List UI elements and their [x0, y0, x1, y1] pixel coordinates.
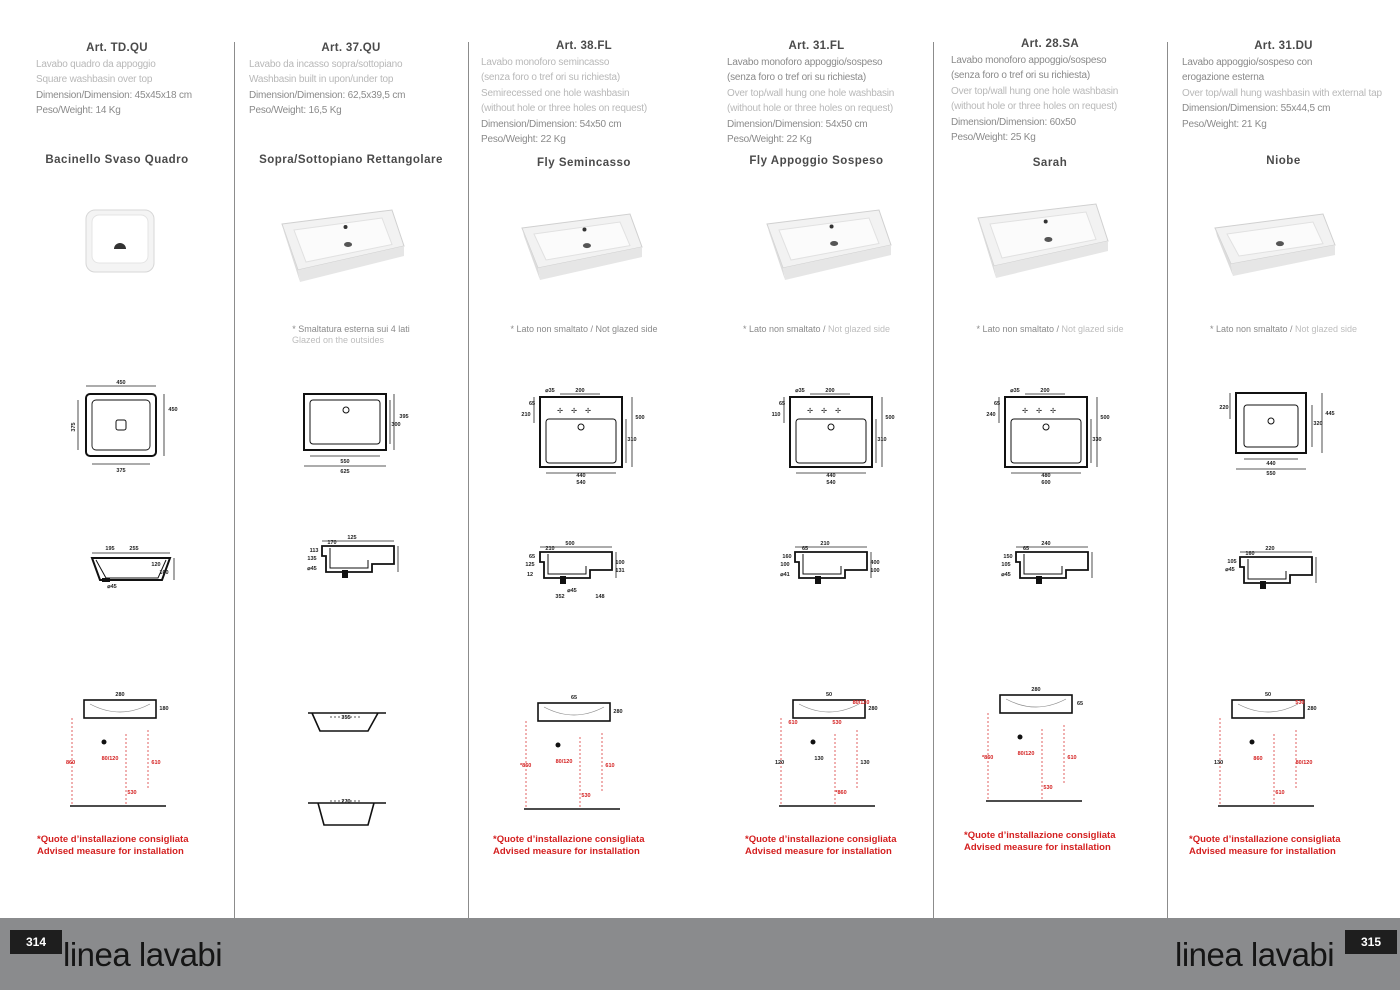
column-divider	[234, 42, 235, 918]
dimension-label: 240	[1041, 541, 1051, 547]
dimension-label: 130	[814, 756, 824, 762]
dimension-label: 255	[129, 546, 139, 552]
dimension-label: 300	[391, 422, 401, 428]
installation-advice	[745, 834, 897, 857]
advice-line: *Quote d’installazione consigliata	[1189, 834, 1341, 845]
dimension-label: 355	[341, 715, 351, 721]
dimension-label: 395	[399, 414, 409, 420]
basin-outline	[1236, 393, 1306, 453]
tap-hole-icon: ✢	[571, 408, 577, 415]
footer-title-left: linea lavabi	[63, 936, 223, 973]
dimension-label: 610	[1067, 755, 1077, 761]
dimension-label: 610	[1275, 790, 1285, 796]
description-line: Peso/Weight: 14 Kg	[36, 105, 121, 117]
drain-icon	[815, 576, 821, 584]
description-line: Over top/wall hung one hole washbasin	[727, 87, 895, 99]
dimension-label: 540	[576, 480, 586, 486]
dimension-label: 125	[525, 562, 535, 568]
dimension-label: 200	[575, 388, 585, 394]
description-line: Dimension/Dimension: 54x50 cm	[727, 118, 868, 130]
description-line: Lavabo da incasso sopra/sottopiano	[249, 59, 403, 70]
dimension-label: 220	[1219, 405, 1229, 411]
dimension-label: 550	[1266, 471, 1276, 477]
dimension-label: 450	[168, 407, 178, 413]
bowl-curve	[799, 704, 859, 712]
product-description	[951, 53, 1118, 145]
plan-drawing	[1214, 385, 1344, 485]
article-code: Art. 31.FL	[788, 40, 845, 52]
dimension-label: 500	[885, 415, 895, 421]
dimension-label: 200	[825, 388, 835, 394]
dimension-label: 180	[159, 706, 169, 712]
advice-line: Advised measure for installation	[964, 841, 1111, 853]
bowl-outline	[310, 400, 380, 444]
section-drawing	[996, 540, 1106, 600]
section-drawing	[1220, 545, 1330, 605]
dimension-label: 610	[788, 720, 798, 726]
dimension-label: 352	[555, 594, 565, 600]
dimension-label: 12	[526, 572, 534, 578]
bowl-section	[803, 554, 841, 574]
section-drawing	[302, 534, 412, 594]
note-part: * Lato non smaltato /	[742, 324, 828, 334]
dimension-label: 320	[1313, 421, 1323, 427]
description-line: Semirecessed one hole washbasin	[481, 87, 630, 99]
description-line: (without hole or three holes on request)	[727, 103, 893, 115]
tap-hole-icon: ✢	[1050, 408, 1056, 415]
dimension-label: ⌀45	[1225, 567, 1235, 573]
dimension-label: 170	[327, 540, 337, 546]
basin-outline	[86, 394, 156, 456]
page-number-right: 315	[1345, 930, 1397, 954]
installation-advice	[964, 830, 1116, 853]
dimension-label: 65	[801, 546, 809, 552]
description-line: Dimension/Dimension: 54x50 cm	[481, 118, 622, 130]
installation-advice	[493, 834, 645, 857]
drain-icon	[583, 243, 591, 248]
product-name: Niobe	[1266, 155, 1301, 167]
product-description	[249, 57, 405, 119]
note-part: Not glazed side	[1061, 324, 1124, 334]
bowl-curve	[544, 707, 604, 715]
dimension-label: ⌀45	[307, 566, 317, 572]
basin-outline	[540, 397, 622, 467]
drain-connection-icon	[1250, 740, 1255, 745]
description-line: Dimension/Dimension: 60x50	[951, 116, 1076, 128]
article-code: Art. 31.DU	[1254, 40, 1313, 52]
note-part: * Lato non smaltato /	[976, 324, 1062, 334]
description-line: (senza foro o tref ori su richiesta)	[727, 72, 866, 84]
tap-hole-icon	[830, 225, 834, 229]
installation-drawing	[66, 690, 176, 818]
dimension-label: 610	[151, 760, 161, 766]
drain-icon	[828, 424, 834, 430]
dimension-label: 100	[615, 560, 625, 566]
plan-drawing	[770, 385, 900, 485]
dimension-label: 50	[1264, 692, 1272, 698]
dimension-label: 100	[780, 562, 790, 568]
dimension-label: 500	[565, 541, 575, 547]
section-drawing	[775, 540, 885, 600]
dimension-label: 540	[826, 480, 836, 486]
article-code: Art. 38.FL	[555, 40, 613, 52]
dimension-label: 120	[775, 760, 785, 766]
bowl-curve	[1238, 704, 1298, 712]
description-line: erogazione esterna	[1182, 72, 1265, 84]
dimension-label: 280	[115, 692, 125, 698]
section-drawing	[82, 540, 192, 600]
dimension-label: 860	[1253, 756, 1263, 762]
glazing-note	[468, 324, 700, 335]
dimension-label: 148	[595, 594, 605, 600]
dimension-label: 280	[613, 709, 623, 715]
dimension-label: 80/120	[1017, 751, 1035, 757]
article-code: Art. 28.SA	[1021, 38, 1079, 50]
dimension-label: 330	[1092, 437, 1102, 443]
dimension-label: ⌀45	[1001, 572, 1011, 578]
dimension-label: ⌀35	[1010, 388, 1020, 394]
tap-hole-icon	[1044, 220, 1048, 224]
bowl-outline	[546, 419, 616, 463]
advice-line: Advised measure for installation	[745, 845, 892, 857]
article-code: Art. 37.QU	[321, 42, 381, 54]
dimension-label: 440	[1266, 461, 1276, 467]
basin-section	[308, 803, 386, 825]
tap-hole-icon	[582, 228, 586, 232]
advice-line: *Quote d’installazione consigliata	[745, 834, 897, 845]
product-description	[481, 55, 647, 147]
advice-line: *Quote d’installazione consigliata	[964, 830, 1116, 841]
basin-outline	[790, 397, 872, 467]
plan-drawing	[300, 388, 430, 488]
dimension-label: 100	[870, 568, 880, 574]
product-name: Sopra/Sottopiano Rettangolare	[259, 154, 443, 166]
dimension-label: 400	[870, 560, 880, 566]
dimension-label: 80/120	[1295, 760, 1313, 766]
dimension-label: 375	[116, 468, 126, 474]
drain-icon	[1260, 581, 1266, 589]
dimension-label: ⌀41	[780, 572, 790, 578]
dimension-label: 530	[832, 720, 842, 726]
dimension-label: 65	[1022, 546, 1030, 552]
basin-outline	[304, 394, 386, 450]
advice-line: *Quote d’installazione consigliata	[37, 834, 189, 845]
bowl-curve	[1006, 699, 1066, 707]
dimension-label: 440	[576, 473, 586, 479]
basin-section	[1000, 695, 1072, 713]
tap-hole-icon: ✢	[557, 408, 563, 415]
dimension-label: 530	[127, 790, 137, 796]
product-description	[727, 55, 894, 147]
dimension-label: 80/120	[101, 756, 119, 762]
dimension-label: 130	[860, 760, 870, 766]
dimension-label: 500	[635, 415, 645, 421]
dimension-label: 480	[1041, 473, 1051, 479]
dimension-label: 65	[528, 554, 536, 560]
description-line: (senza foro o tref ori su richiesta)	[481, 72, 620, 84]
description-line: Lavabo monoforo appoggio/sospeso	[951, 55, 1107, 66]
dimension-label: 160	[159, 570, 169, 576]
dimension-label: ⌀45	[567, 588, 577, 594]
installation-drawing	[302, 697, 412, 825]
basin-bowl	[92, 215, 148, 263]
bowl-outline	[796, 419, 866, 463]
note-part: * Lato non smaltato /	[510, 324, 596, 334]
dimension-label: 210	[545, 546, 555, 552]
description-line: Peso/Weight: 16,5 Kg	[249, 105, 342, 117]
product-photo	[976, 202, 1110, 280]
dimension-label: 310	[877, 437, 887, 443]
plan-drawing	[520, 385, 650, 485]
dimension-label: ⌀45	[107, 584, 117, 590]
product-photo	[520, 212, 644, 282]
basin-section	[538, 703, 610, 721]
dimension-label: *860	[982, 755, 994, 761]
dimension-label: *860	[520, 763, 532, 769]
article-code: Art. TD.QU	[86, 42, 148, 54]
dimension-label: 135	[307, 556, 317, 562]
product-name: Bacinello Svaso Quadro	[45, 154, 189, 166]
tap-hole-icon: ✢	[807, 408, 813, 415]
description-line: (without hole or three holes on request)	[951, 101, 1117, 113]
dimension-label: 125	[347, 535, 357, 541]
description-line: Peso/Weight: 22 Kg	[481, 134, 566, 146]
advice-line: Advised measure for installation	[493, 845, 640, 857]
dimension-label: 195	[105, 546, 115, 552]
description-line: Peso/Weight: 25 Kg	[951, 132, 1036, 144]
dimension-label: 160	[782, 554, 792, 560]
drain-connection-icon	[102, 740, 107, 745]
drain-icon	[560, 576, 566, 584]
product-name: Sarah	[1032, 157, 1068, 169]
dimension-label: 105	[1001, 562, 1011, 568]
installation-drawing	[775, 690, 885, 818]
dimension-label: 450	[116, 380, 126, 386]
footer-title-right: linea lavabi	[1175, 936, 1335, 973]
dimension-label: 550	[340, 459, 350, 465]
column-divider	[933, 42, 934, 918]
advice-line: Advised measure for installation	[37, 845, 184, 857]
dimension-label: 110	[771, 412, 781, 418]
description-line: Square washbasin over top	[36, 74, 153, 86]
glazing-note	[933, 324, 1167, 335]
bowl-outline	[1011, 419, 1081, 463]
dimension-label: 105	[1227, 559, 1237, 565]
installation-drawing	[1214, 690, 1324, 818]
description-line: Lavabo monoforo semincasso	[481, 57, 610, 68]
description-line: Washbasin built in upon/under top	[249, 74, 394, 86]
description-line: (senza foro o tref ori su richiesta)	[951, 70, 1090, 82]
description-line: Lavabo monoforo appoggio/sospeso	[727, 57, 883, 68]
note-line: * Smaltatura esterna sui 4 lati	[292, 324, 410, 334]
drain-icon	[1036, 576, 1042, 584]
description-line: Dimension/Dimension: 62,5x39,5 cm	[249, 89, 406, 101]
basin-outline	[1005, 397, 1087, 467]
column-divider	[1167, 42, 1168, 918]
description-line: Over top/wall hung one hole washbasin	[951, 85, 1119, 97]
basin-section	[84, 700, 156, 718]
dimension-label: 65	[993, 401, 1001, 407]
tap-hole-icon: ✢	[1022, 408, 1028, 415]
drain-icon	[344, 242, 352, 247]
dimension-label: 50	[825, 692, 833, 698]
bowl-outline	[92, 400, 150, 450]
tap-hole-icon: ✢	[835, 408, 841, 415]
dimension-label: 160	[1245, 551, 1255, 557]
dimension-label: 375	[71, 422, 77, 432]
installation-advice	[1189, 834, 1341, 857]
description-line: Peso/Weight: 22 Kg	[727, 134, 812, 146]
dimension-label: 80/120	[852, 700, 870, 706]
description-line: Over top/wall hung washbasin with external tap	[1182, 87, 1382, 99]
dimension-label: 600	[1041, 480, 1051, 486]
dimension-label: 65	[528, 401, 536, 407]
bowl-section	[548, 554, 586, 574]
dimension-label: 220	[1265, 546, 1275, 552]
dimension-label: 610	[605, 763, 615, 769]
tap-hole-icon: ✢	[1036, 408, 1042, 415]
note-line: Glazed on the outsides	[292, 335, 385, 345]
dimension-label: 130	[1214, 760, 1224, 766]
dimension-label: 860	[66, 760, 76, 766]
product-photo	[1213, 212, 1337, 278]
description-line: Lavabo appoggio/sospeso con	[1182, 57, 1313, 68]
bowl-outline	[1244, 405, 1298, 447]
description-line: Dimension/Dimension: 45x45x18 cm	[36, 89, 192, 101]
drain-connection-icon	[1018, 735, 1023, 740]
description-line: Peso/Weight: 21 Kg	[1182, 118, 1267, 130]
drain-icon	[102, 578, 110, 582]
dimension-label: 530	[1043, 785, 1053, 791]
section-drawing	[520, 540, 630, 600]
plan-drawing	[72, 380, 202, 480]
plan-drawing	[985, 385, 1115, 485]
description-line: (without hole or three holes on request)	[481, 103, 647, 115]
product-description	[36, 57, 192, 119]
drain-icon	[830, 241, 838, 246]
installation-drawing	[982, 685, 1092, 813]
dimension-label: 65	[778, 401, 786, 407]
drain-icon	[1043, 424, 1049, 430]
product-name: Fly Appoggio Sospeso	[749, 155, 884, 167]
note-part: * Lato non smaltato /	[1209, 324, 1295, 334]
dimension-label: 210	[521, 412, 531, 418]
drain-connection-icon	[556, 743, 561, 748]
basin-section	[1232, 700, 1304, 718]
dimension-label: 625	[340, 469, 350, 475]
product-name: Fly Semincasso	[537, 157, 631, 169]
product-photo	[280, 208, 406, 284]
tap-hole-icon	[344, 225, 348, 229]
tap-hole-icon: ✢	[821, 408, 827, 415]
dimension-label: 445	[1325, 411, 1335, 417]
drain-connection-icon	[811, 740, 816, 745]
dimension-label: ⌀35	[545, 388, 555, 394]
product-photo	[84, 208, 156, 274]
note-part: Not glazed side	[828, 324, 891, 334]
advice-line: Advised measure for installation	[1189, 845, 1336, 857]
advice-line: *Quote d’installazione consigliata	[493, 834, 645, 845]
glazing-note	[234, 324, 468, 346]
product-photo	[765, 208, 893, 282]
drain-icon	[1268, 418, 1274, 424]
dimension-label: 240	[986, 412, 996, 418]
dimension-label: 120	[151, 562, 161, 568]
bowl-section	[1248, 559, 1286, 579]
note-part: Not glazed side	[1295, 324, 1358, 334]
product-description	[1182, 55, 1382, 132]
installation-advice	[37, 834, 189, 857]
dimension-label: 270	[341, 799, 351, 805]
bowl-section	[1024, 554, 1062, 574]
note-part: Not glazed side	[595, 324, 658, 334]
dimension-label: 65	[1076, 701, 1084, 707]
dimension-label: 210	[820, 541, 830, 547]
drain-icon	[343, 407, 349, 413]
dimension-label: 80/120	[555, 759, 573, 765]
drain-icon	[1044, 237, 1052, 242]
dimension-label: 150	[1003, 554, 1013, 560]
glazing-note	[1167, 324, 1400, 335]
dimension-label: ⌀35	[795, 388, 805, 394]
dimension-label: 113	[309, 548, 319, 554]
dimension-label: 280	[1307, 706, 1317, 712]
dimension-label: 131	[615, 568, 625, 574]
dimension-label: *860	[835, 790, 847, 796]
drain-icon	[1276, 241, 1284, 246]
dimension-label: 280	[1031, 687, 1041, 693]
dimension-label: 440	[826, 473, 836, 479]
drain-icon	[342, 570, 348, 578]
dimension-label: 530	[1295, 700, 1305, 706]
column-divider	[468, 42, 469, 918]
drain-icon	[578, 424, 584, 430]
glazing-note	[700, 324, 933, 335]
bowl-section	[330, 548, 368, 568]
bowl-curve	[90, 704, 150, 712]
drain-icon	[116, 420, 126, 430]
dimension-label: 65	[570, 695, 578, 701]
page-number-left: 314	[10, 930, 62, 954]
dimension-label: 200	[1040, 388, 1050, 394]
description-line: Lavabo quadro da appoggio	[36, 59, 156, 70]
dimension-label: 280	[868, 706, 878, 712]
tap-hole-icon: ✢	[585, 408, 591, 415]
dimension-label: 310	[627, 437, 637, 443]
dimension-label: 530	[581, 793, 591, 799]
dimension-label: 500	[1100, 415, 1110, 421]
installation-drawing	[520, 693, 630, 821]
description-line: Dimension/Dimension: 55x44,5 cm	[1182, 103, 1331, 115]
